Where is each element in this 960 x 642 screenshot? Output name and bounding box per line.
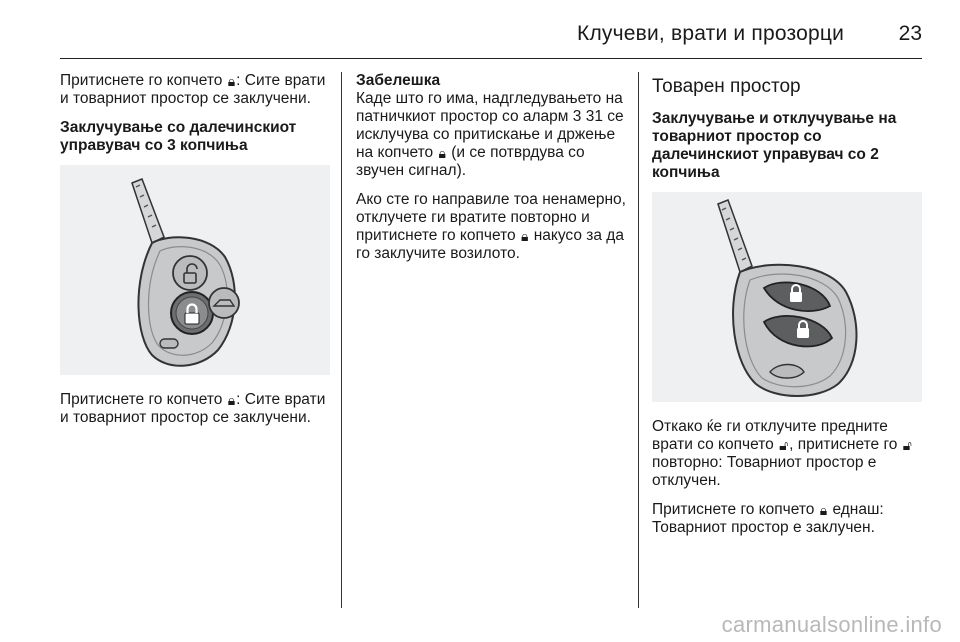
text: Притиснете го копчето <box>60 391 227 408</box>
text: повторно: Товарниот простор е отклучен. <box>652 454 877 489</box>
unlock-button-icon <box>173 256 207 290</box>
trunk-button-icon <box>209 288 239 318</box>
text: , притиснете го <box>789 436 902 453</box>
lock-button-icon <box>171 292 213 334</box>
text: Откако ќе ги отклучите предните врати со копчето <box>652 418 888 453</box>
text: : Сите врати и товарниот простор се заклучени. <box>60 391 326 426</box>
page-number: 23 <box>898 22 922 45</box>
text: еднаш: Товарниот простор е заклучен. <box>652 501 884 536</box>
lock-icon: 🔒︎ <box>520 228 529 244</box>
figure-2-button-key <box>652 192 922 402</box>
text: накусо за да го заклучите возилото. <box>356 227 624 262</box>
lock-icon: 🔒︎ <box>819 502 828 518</box>
unlock-icon: 🔓︎ <box>902 437 912 453</box>
text: (и се потврдува со звучен сигнал). <box>356 144 585 179</box>
column-left <box>60 72 330 438</box>
paragraph-unlock-cargo <box>652 418 922 490</box>
paragraph-lock-all-2 <box>60 391 330 427</box>
note-label: Забелешка <box>356 72 441 89</box>
unlock-icon: 🔓︎ <box>779 437 789 453</box>
figure-3-button-key <box>60 165 330 375</box>
footer-watermark: carmanualsonline.info <box>721 612 942 637</box>
heading-2-button-remote: Заклучување и отклучување на товарниот простор со далечинскиот управувач со 2 копчиња <box>652 110 897 181</box>
section-title: Товарен простор <box>652 76 801 97</box>
column-divider <box>341 72 342 608</box>
note-paragraph <box>356 90 626 180</box>
text: се исклучува со притискање и држење на копчето <box>356 108 624 161</box>
page-header <box>60 14 922 59</box>
header-title: Клучеви, врати и прозорци <box>577 22 844 45</box>
lock-icon: 🔒︎ <box>438 145 446 161</box>
text: Каде што го има, надгледувањето на патничкиот простор со аларм <box>356 90 623 125</box>
paragraph-lock-cargo <box>652 501 922 537</box>
text: Притиснете го копчето <box>652 501 819 518</box>
led-indicator-icon <box>160 339 178 348</box>
key-blade-icon <box>132 179 164 243</box>
heading-3-button-remote: Заклучување со далечинскиот управувач со 3 копчиња <box>60 119 297 154</box>
text: Притиснете го копчето <box>60 72 227 89</box>
text: Ако сте го направиле тоа ненамерно, отклучете ги вратите повторно и притиснете го копчето <box>356 191 626 244</box>
paragraph-lock-all <box>60 72 330 108</box>
page-reference-link[interactable]: 3 31 <box>572 108 603 125</box>
key-blade-icon <box>718 200 752 272</box>
paragraph-accidental <box>356 191 626 263</box>
column-right <box>652 72 922 548</box>
column-divider <box>638 72 639 608</box>
lock-icon: 🔒︎ <box>227 73 236 89</box>
column-middle <box>356 72 626 274</box>
text: : Сите врати и товарниот простор се заклучени. <box>60 72 326 107</box>
lock-icon: 🔒︎ <box>227 392 236 408</box>
